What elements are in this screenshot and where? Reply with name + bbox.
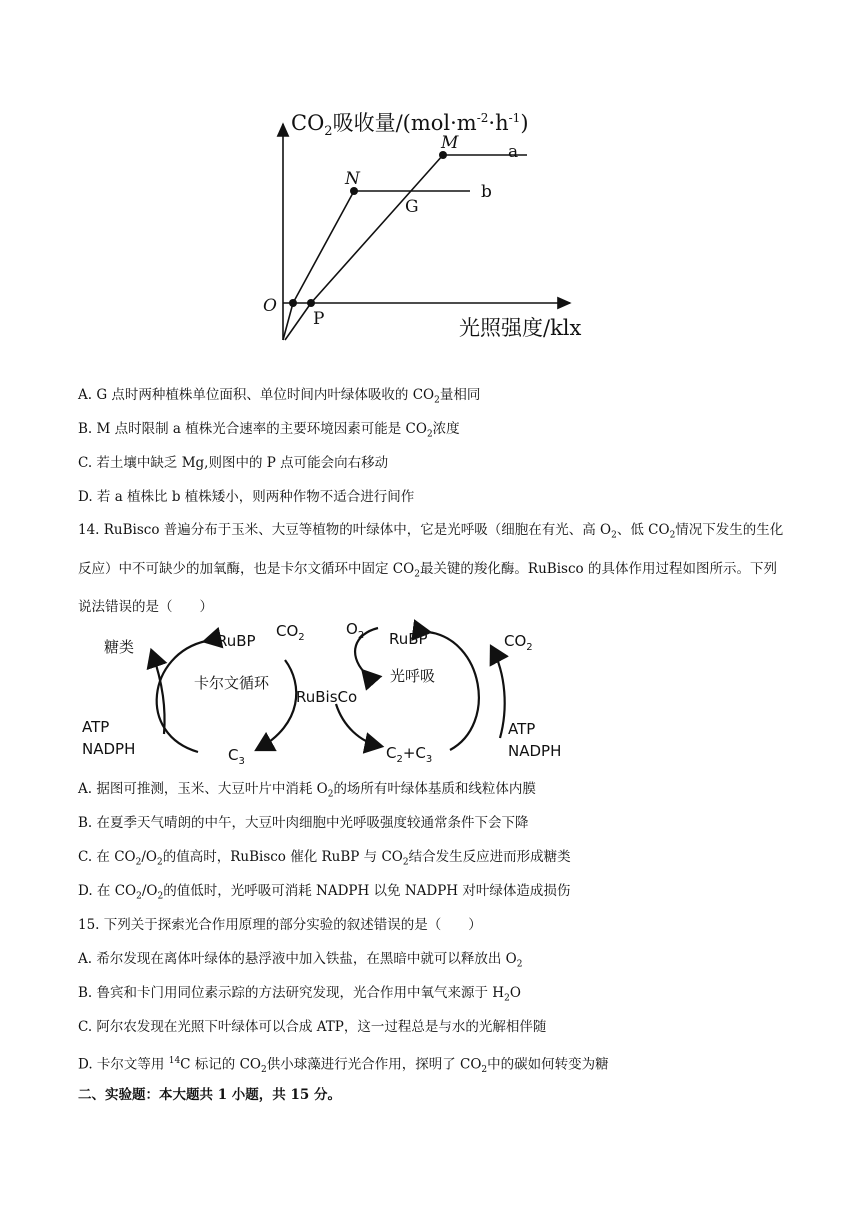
o2-label: $O_2$ [346, 620, 365, 641]
q13-option-b: B. M 点时限制 a 植株光合速率的主要环境因素可能是 $CO_2$浓度 [78, 421, 460, 440]
c3-label: $C_3$ [228, 746, 245, 767]
point-m-label: M [441, 133, 459, 153]
section-2-heading: 二、实验题：本大题共 1 小题，共 15 分。 [78, 1087, 341, 1103]
q15-stem: 15. 下列关于探索光合作用原理的部分实验的叙述错误的是（ ） [78, 917, 482, 933]
co2-left-label: $CO_2$ [276, 622, 305, 643]
photoresp-label: 光呼吸 [390, 667, 436, 685]
y-axis-label: $CO_2$吸收量$/(mol\cdot m^{-2}\cdot h^{-1})$ [291, 111, 529, 139]
q14-option-c: C. 在 $CO_2/O_2$的值高时，RuBisco 催化 RuBP 与 $CO_2$结合发生反应进而形成糖类 [78, 849, 571, 868]
rubp-left-label: RuBP [217, 632, 256, 650]
point-o-label: O [263, 296, 277, 316]
c2c3-label: $C_2+C_3$ [386, 744, 433, 765]
co2-uptake-graph [255, 100, 615, 350]
q13-option-c: C. 若土壤中缺乏 Mg,则图中的 P 点可能会向右移动 [78, 455, 389, 471]
q14-option-b: B. 在夏季天气晴朗的中午，大豆叶肉细胞中光呼吸强度较通常条件下会下降 [78, 815, 529, 831]
q15-option-c: C. 阿尔农发现在光照下叶绿体可以合成 ATP，这一过程总是与水的光解相伴随 [78, 1019, 547, 1035]
nadph-right-label: NADPH [508, 742, 562, 760]
nadph-left-label: NADPH [82, 740, 136, 758]
photoresp-bottom-arc [336, 704, 380, 746]
point-g-label: G [405, 197, 419, 217]
q13-option-a: A. G 点时两种植株单位面积、单位时间内叶绿体吸收的 $CO_2$量相同 [78, 387, 481, 406]
q15-option-d: D. 卡尔文等用 $^{14}$C 标记的 $CO_2$供小球藻进行光合作用，探明了 $CO_2$中的碳如何转变为糖 [78, 1056, 609, 1076]
point-o-dot [289, 299, 297, 307]
q15-option-a: A. 希尔发现在离体叶绿体的悬浮液中加入铁盐，在黑暗中就可以释放出 $O_2$ [78, 951, 523, 970]
q14-option-a: A. 据图可推测，玉米、大豆叶片中消耗 $O_2$的场所有叶绿体基质和线粒体内膜 [78, 781, 536, 800]
point-n-label: N [345, 169, 360, 189]
rubp-right-label: RuBP [389, 630, 428, 648]
q15-option-b: B. 鲁宾和卡门用同位素示踪的方法研究发现，光合作用中氧气来源于 $H_2O$ [78, 985, 521, 1004]
q14-stem: 14. RuBisco 普遍分布于玉米、大豆等植物的叶绿体中，它是光呼吸（细胞在有光、高 $O_2$、低 $CO_2$情况下发生的生化反应）中不可缺少的加氧酶，也是卡尔文循环中固定 $CO_2$最关键的羧化酶。RuBisco 的具体作用过程如图所示。下列说法错误的是（ ） [78, 522, 784, 616]
curve-b [283, 191, 470, 340]
sugar-label: 糖类 [104, 638, 135, 656]
x-axis-label: 光照强度/klx [459, 316, 582, 340]
q14-option-d: D. 在 $CO_2/O_2$的值低时，光呼吸可消耗 NADPH 以免 NADPH 对叶绿体造成损伤 [78, 883, 571, 902]
point-p-dot [307, 299, 315, 307]
calvin-label: 卡尔文循环 [194, 674, 270, 692]
q13-option-d: D. 若 a 植株比 b 植株矮小，则两种作物不适合进行间作 [78, 489, 415, 505]
enzyme-label: RuBisCo [296, 688, 358, 706]
atp-right-label: ATP [508, 720, 536, 738]
curve-b-label: b [481, 182, 492, 202]
point-p-label: P [313, 309, 325, 329]
photoresp-top-arc [428, 632, 479, 750]
co2-release-arc [492, 648, 505, 738]
atp-left-label: ATP [82, 718, 110, 736]
rubisco-cycle-diagram [78, 614, 578, 770]
curve-a-label: a [508, 142, 519, 162]
calvin-left-arc [157, 641, 206, 752]
co2-right-label: $CO_2$ [504, 632, 533, 653]
